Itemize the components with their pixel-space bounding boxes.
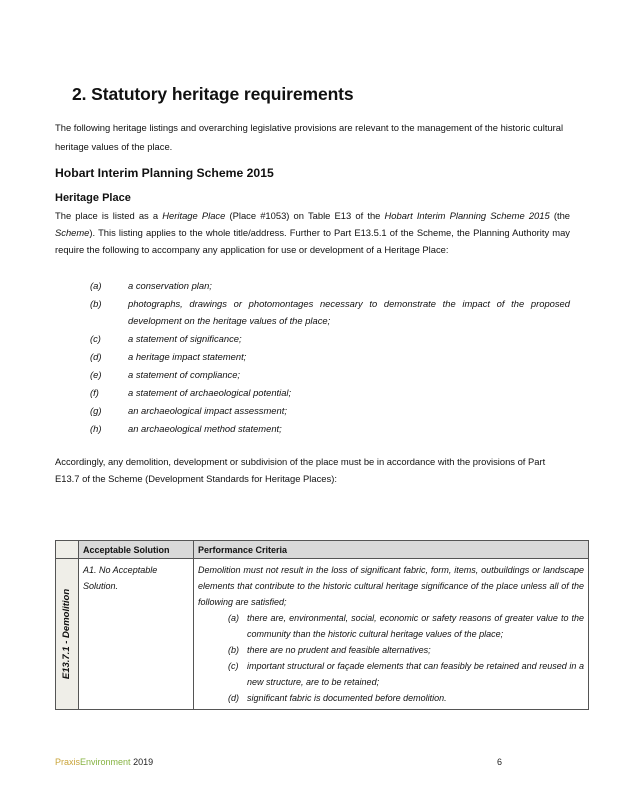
list-item: [90, 348, 570, 365]
footer-brand: [55, 757, 153, 767]
list-item: [90, 420, 570, 437]
list-item-text: a conservation plan;: [128, 280, 212, 291]
criteria-label: (d): [228, 693, 239, 703]
paragraph-text-1: The place is listed as a: [55, 210, 163, 221]
list-item-text: an archaeological method statement;: [128, 423, 282, 434]
development-standards-table: [55, 540, 589, 710]
list-item-label: (d): [90, 351, 102, 362]
acceptable-solution-header: Acceptable Solution: [79, 541, 194, 559]
list-item: [90, 402, 570, 419]
list-item-label: (g): [90, 405, 102, 416]
paragraph-text-2: (Place #1053) on Table E13 of the: [225, 210, 385, 221]
scheme-heading: Hobart Interim Planning Scheme 2015: [55, 166, 274, 180]
list-item-label: (c): [90, 333, 101, 344]
list-item: [90, 277, 570, 294]
row-label: E13.7.1 - Demolition: [61, 588, 72, 680]
list-item: [90, 384, 570, 401]
list-item-text: an archaeological impact assessment;: [128, 405, 287, 416]
criteria-item: [228, 610, 584, 642]
acceptable-solution-cell: A1. No Acceptable Solution.: [79, 559, 194, 710]
list-item-text: a statement of compliance;: [128, 369, 241, 380]
requirements-list: [90, 277, 570, 438]
paragraph-italic-3: Scheme: [55, 227, 90, 238]
list-item-label: (b): [90, 298, 102, 309]
criteria-item: [228, 658, 584, 690]
performance-criteria-header: Performance Criteria: [194, 541, 589, 559]
criteria-text: there are no prudent and feasible alternatives;: [247, 645, 431, 655]
section-title: 2. Statutory heritage requirements: [72, 84, 354, 104]
list-item-text: a heritage impact statement;: [128, 351, 247, 362]
criteria-text: important structural or façade elements that can feasibly be retained and reused in a new structure, are to be retained;: [247, 661, 584, 687]
criteria-text: there are, environmental, social, economic or safety reasons of greater value to the community than the historic cultural heritage values of the place;: [247, 613, 584, 639]
list-item-label: (f): [90, 387, 99, 398]
performance-intro: Demolition must not result in the loss of significant fabric, form, items, outbuildings or landscape elements that contribute to the historic cultural heritage significance of the place unless all of the following are satisfied;: [198, 565, 584, 607]
criteria-label: (b): [228, 645, 239, 655]
list-item-text: photographs, drawings or photomontages necessary to demonstrate the impact of the proposed development on the heritage values of the place;: [128, 298, 570, 326]
accordingly-paragraph: Accordingly, any demolition, development or subdivision of the place must be in accordance with the provisions of Part E13.7 of the Scheme (Development Standards for Heritage Places):: [55, 456, 546, 484]
list-item: [90, 366, 570, 383]
criteria-text: significant fabric is documented before demolition.: [247, 693, 447, 703]
table-row: [56, 559, 589, 710]
criteria-item: [228, 690, 584, 706]
paragraph-text-3: (the: [549, 210, 570, 221]
table-corner-cell: [56, 541, 79, 559]
list-item: [90, 330, 570, 347]
list-item-label: (e): [90, 369, 102, 380]
row-label-cell: [56, 559, 79, 710]
paragraph-italic-2: Hobart Interim Planning Scheme 2015: [384, 210, 550, 221]
footer-brand-part1: Praxis: [55, 757, 81, 767]
intro-paragraph: The following heritage listings and overarching legislative provisions are relevant to the management of the historic cultural heritage values of the place.: [55, 122, 564, 152]
footer-year: 2019: [133, 757, 154, 767]
list-item: [90, 295, 570, 329]
list-item-text: a statement of archaeological potential;: [128, 387, 292, 398]
list-item-label: (h): [90, 423, 102, 434]
criteria-label: (a): [228, 613, 239, 623]
criteria-label: (c): [228, 661, 239, 671]
criteria-item: [228, 642, 584, 658]
heritage-place-heading: Heritage Place: [55, 192, 131, 204]
heritage-place-paragraph: [55, 207, 570, 258]
criteria-list: [198, 610, 584, 706]
paragraph-italic-1: Heritage Place: [162, 210, 226, 221]
table-header-row: [56, 541, 589, 559]
paragraph-text-4: ). This listing applies to the whole title/address. Further to Part E13.5.1 of the Scheme, the Planning Authority may require the following to accompany any application for use or development of a Heritage Place:: [55, 227, 570, 255]
performance-criteria-cell: [194, 559, 589, 710]
footer-brand-part2: Environment: [80, 757, 131, 767]
page-number: 6: [497, 757, 503, 767]
list-item-text: a statement of significance;: [128, 333, 242, 344]
list-item-label: (a): [90, 280, 102, 291]
